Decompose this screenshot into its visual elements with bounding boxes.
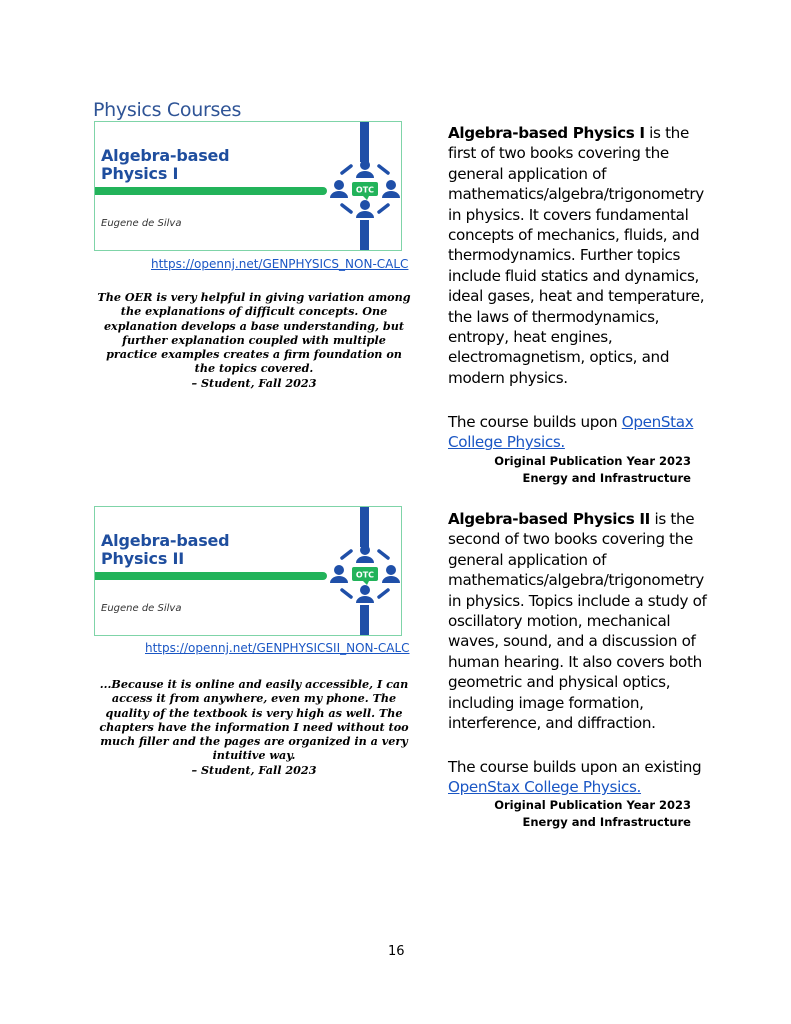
cover-green-bar	[95, 187, 327, 195]
openstax-link[interactable]: OpenStax College Physics.	[448, 413, 694, 452]
builds-upon-1: The course builds upon OpenStax College Physics.	[448, 413, 694, 452]
course-meta-1: Original Publication Year 2023 Energy and Infrastructure	[494, 454, 691, 485]
cover-green-bar	[95, 572, 327, 580]
cover-author: Eugene de Silva	[101, 218, 182, 229]
student-quote-1: The OER is very helpful in giving variation among the explanations of difficult concepts. One explanation develops a base understanding, but further explanation coupled with multiple practice examples creates a firm foundation on the topics covered. – Student, Fall 2023	[97, 290, 411, 390]
cover-title: Algebra-based Physics I	[101, 146, 230, 183]
svg-text:OTC: OTC	[355, 185, 375, 195]
section-title: Physics Courses	[93, 99, 242, 121]
otc-community-icon	[327, 155, 402, 225]
course-cover-physics-1	[94, 121, 402, 251]
course-link-physics-1[interactable]: https://opennj.net/GENPHYSICS_NON-CALC	[151, 257, 409, 271]
course-meta-2: Original Publication Year 2023 Energy and Infrastructure	[494, 798, 691, 829]
course-title: Algebra-based Physics II	[448, 510, 650, 528]
openstax-link[interactable]: OpenStax College Physics.	[448, 778, 642, 797]
course-description-1: Algebra-based Physics I is the first of two books covering the general application of mathematics/algebra/trigonometry in physics. It covers fundamental concepts of mechanics, fluids, and thermodynamics. Further topics include fluid statics and dynamics, ideal gases, heat and temperature, the laws of thermodynamics, entropy, heat engines, electromagnetism, optics, and modern physics.	[448, 124, 705, 387]
course-cover-physics-2	[94, 506, 402, 636]
cover-title: Algebra-based Physics II	[101, 531, 230, 568]
builds-upon-2: The course builds upon an existing OpenStax College Physics.	[448, 758, 702, 797]
student-quote-2: ...Because it is online and easily accessible, I can access it from anywhere, even my phone. The quality of the textbook is very high as well. The chapters have the information I need without too much filler and the pages are organized in a very intuitive way. – Student, Fall 2023	[99, 677, 409, 777]
course-title: Algebra-based Physics I	[448, 124, 645, 142]
page-number: 16	[388, 944, 405, 959]
svg-text:OTC: OTC	[355, 570, 375, 580]
cover-author: Eugene de Silva	[101, 603, 182, 614]
otc-community-icon	[327, 540, 402, 610]
course-description-2: Algebra-based Physics II is the second of two books covering the general application of mathematics/algebra/trigonometry in physics. Topics include a study of oscillatory motion, mechanical waves, sound, and a discussion of human hearing. It also covers both geometric and physical optics, including image formation, interference, and diffraction.	[448, 510, 707, 733]
course-link-physics-2[interactable]: https://opennj.net/GENPHYSICSII_NON-CALC	[145, 641, 410, 655]
